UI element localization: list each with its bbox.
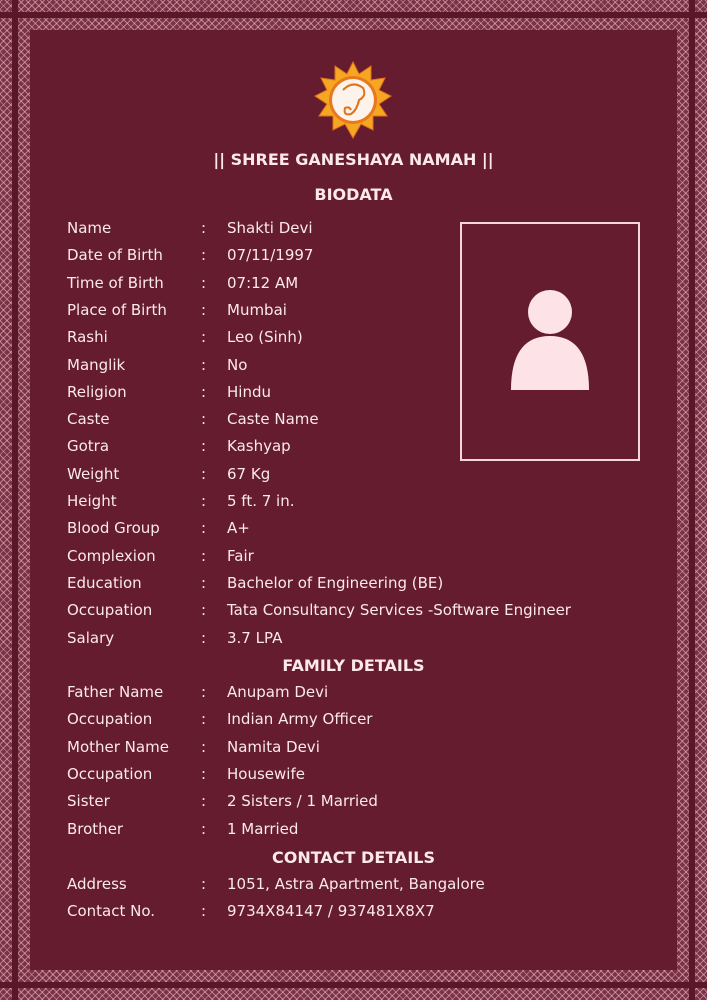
field-value: No (227, 355, 248, 374)
separator: : (201, 246, 207, 265)
field-value: Indian Army Officer (227, 710, 373, 729)
border-strip (0, 12, 707, 18)
separator: : (201, 792, 207, 811)
field-label: Address (67, 875, 127, 893)
contact-details-heading: CONTACT DETAILS (272, 848, 435, 867)
separator: : (201, 546, 207, 565)
field-label: Name (67, 219, 112, 237)
field-label: Occupation (67, 601, 153, 620)
ganesha-logo-icon (313, 60, 393, 140)
field-label: Mother Name (67, 737, 169, 756)
field-label: Salary (67, 628, 115, 647)
field-label: Occupation (67, 764, 153, 783)
separator: : (201, 628, 207, 647)
field-value: Tata Consultancy Services -Software Engineer (227, 601, 571, 620)
field-value: Fair (227, 546, 254, 565)
separator: : (201, 519, 207, 538)
field-value: 07/11/1997 (227, 246, 314, 265)
field-label: Complexion (67, 546, 156, 565)
separator: : (201, 819, 207, 838)
separator: : (201, 328, 207, 347)
field-label: Date of Birth (67, 246, 163, 265)
field-label: Gotra (67, 437, 110, 456)
field-value: 3.7 LPA (227, 628, 283, 647)
field-value: Anupam Devi (227, 683, 329, 701)
separator: : (201, 410, 207, 429)
separator: : (201, 273, 207, 292)
field-value: Hindu (227, 382, 271, 401)
field-value: Leo (Sinh) (227, 328, 303, 347)
separator: : (201, 737, 207, 756)
field-label: Brother (67, 819, 124, 838)
field-value: Kashyap (227, 437, 291, 456)
field-label: Contact No. (67, 902, 156, 921)
separator: : (201, 355, 207, 374)
field-label: Blood Group (67, 519, 160, 538)
field-label: Father Name (67, 683, 164, 701)
field-label: Sister (67, 792, 110, 811)
separator: : (201, 464, 207, 483)
field-value: 67 Kg (227, 464, 271, 483)
field-label: Caste (67, 410, 110, 429)
separator: : (201, 683, 207, 701)
field-value: 1 Married (227, 819, 299, 838)
field-value: Bachelor of Engineering (BE) (227, 573, 444, 592)
invocation-heading: || SHREE GANESHAYA NAMAH || (213, 150, 494, 169)
separator: : (201, 902, 207, 921)
border-strip (0, 982, 707, 988)
field-value: 07:12 AM (227, 273, 299, 292)
field-value: Housewife (227, 764, 305, 783)
field-label: Rashi (67, 328, 108, 347)
field-label: Occupation (67, 710, 153, 729)
user-avatar-icon (462, 224, 638, 459)
separator: : (201, 382, 207, 401)
separator: : (201, 601, 207, 620)
field-value: A+ (227, 519, 250, 538)
separator: : (201, 875, 207, 893)
field-value: 2 Sisters / 1 Married (227, 792, 378, 811)
field-label: Manglik (67, 355, 126, 374)
field-label: Education (67, 573, 142, 592)
field-label: Place of Birth (67, 300, 167, 319)
field-label: Time of Birth (67, 273, 164, 292)
separator: : (201, 219, 207, 237)
profile-photo-placeholder[interactable] (460, 222, 640, 461)
field-label: Religion (67, 382, 127, 401)
biodata-title: BIODATA (314, 185, 393, 204)
field-label: Weight (67, 464, 120, 483)
field-label: Height (67, 492, 117, 510)
field-value: Shakti Devi (227, 219, 313, 237)
separator: : (201, 492, 207, 510)
field-value: 9734X84147 / 937481X8X7 (227, 902, 435, 921)
separator: : (201, 573, 207, 592)
content-area (30, 30, 677, 970)
field-value: Caste Name (227, 410, 319, 429)
field-value: 5 ft. 7 in. (227, 492, 295, 510)
separator: : (201, 764, 207, 783)
field-value: 1051, Astra Apartment, Bangalore (227, 875, 485, 893)
field-value: Mumbai (227, 300, 287, 319)
separator: : (201, 437, 207, 456)
field-value: Namita Devi (227, 737, 320, 756)
separator: : (201, 300, 207, 319)
separator: : (201, 710, 207, 729)
family-details-heading: FAMILY DETAILS (282, 656, 425, 675)
